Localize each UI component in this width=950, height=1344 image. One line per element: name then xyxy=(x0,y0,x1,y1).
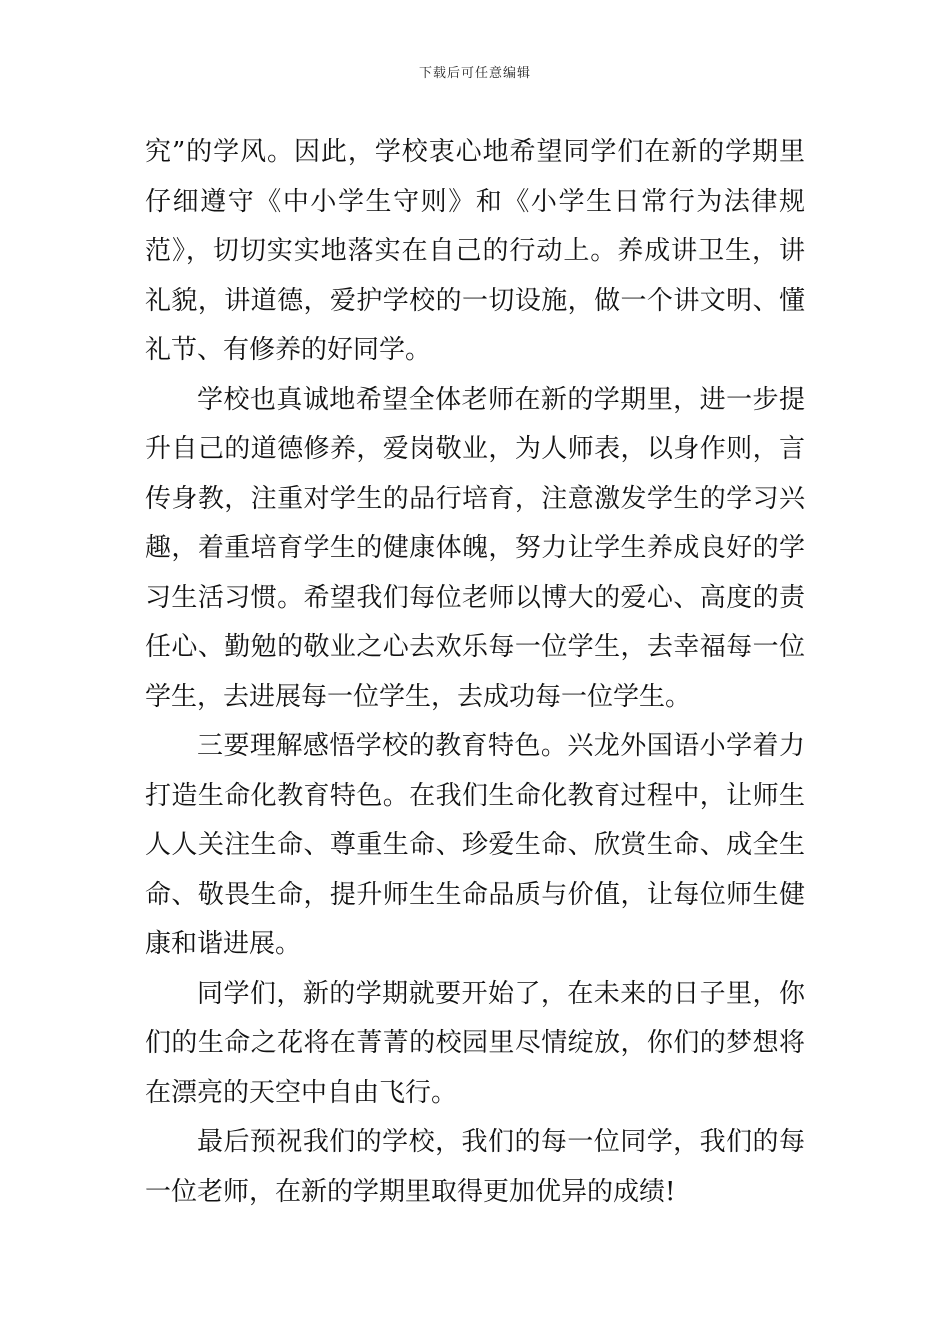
paragraph-5: 最后预祝我们的学校，我们的每一位同学，我们的每一位老师，在新的学期里取得更加优异的成绩! xyxy=(145,1127,805,1207)
page-header: 下载后可任意编辑 xyxy=(418,66,531,81)
paragraph-1: 究”的学风。因此，学校衷心地希望同学们在新的学期里仔细遵守《中小学生守则》和《小学生日常行为法律规范》，切切实实地落实在自己的行动上。养成讲卫生，讲礼貌，讲道德，爱护学校的一切设施，做一个讲文明、懂礼节、有修养的好同学。 xyxy=(145,137,805,365)
document-body xyxy=(145,128,805,1217)
paragraph-2: 学校也真诚地希望全体老师在新的学期里，进一步提升自己的道德修养，爱岗敬业，为人师表，以身作则，言传身教，注重对学生的品行培育，注意激发学生的学习兴趣，着重培育学生的健康体魄，努力让学生养成良好的学习生活习惯。希望我们每位老师以博大的爱心、高度的责任心、勤勉的敬业之心去欢乐每一位学生，去幸福每一位学生，去进展每一位学生，去成功每一位学生。 xyxy=(145,384,805,712)
paragraph-4: 同学们，新的学期就要开始了，在未来的日子里，你们的生命之花将在菁菁的校园里尽情绽放，你们的梦想将在漂亮的天空中自由飞行。 xyxy=(145,978,805,1108)
paragraph-3: 三要理解感悟学校的教育特色。兴龙外国语小学着力打造生命化教育特色。在我们生命化教育过程中，让师生人人关注生命、尊重生命、珍爱生命、欣赏生命、成全生命、敬畏生命，提升师生生命品质与价值，让每位师生健康和谐进展。 xyxy=(145,731,805,959)
